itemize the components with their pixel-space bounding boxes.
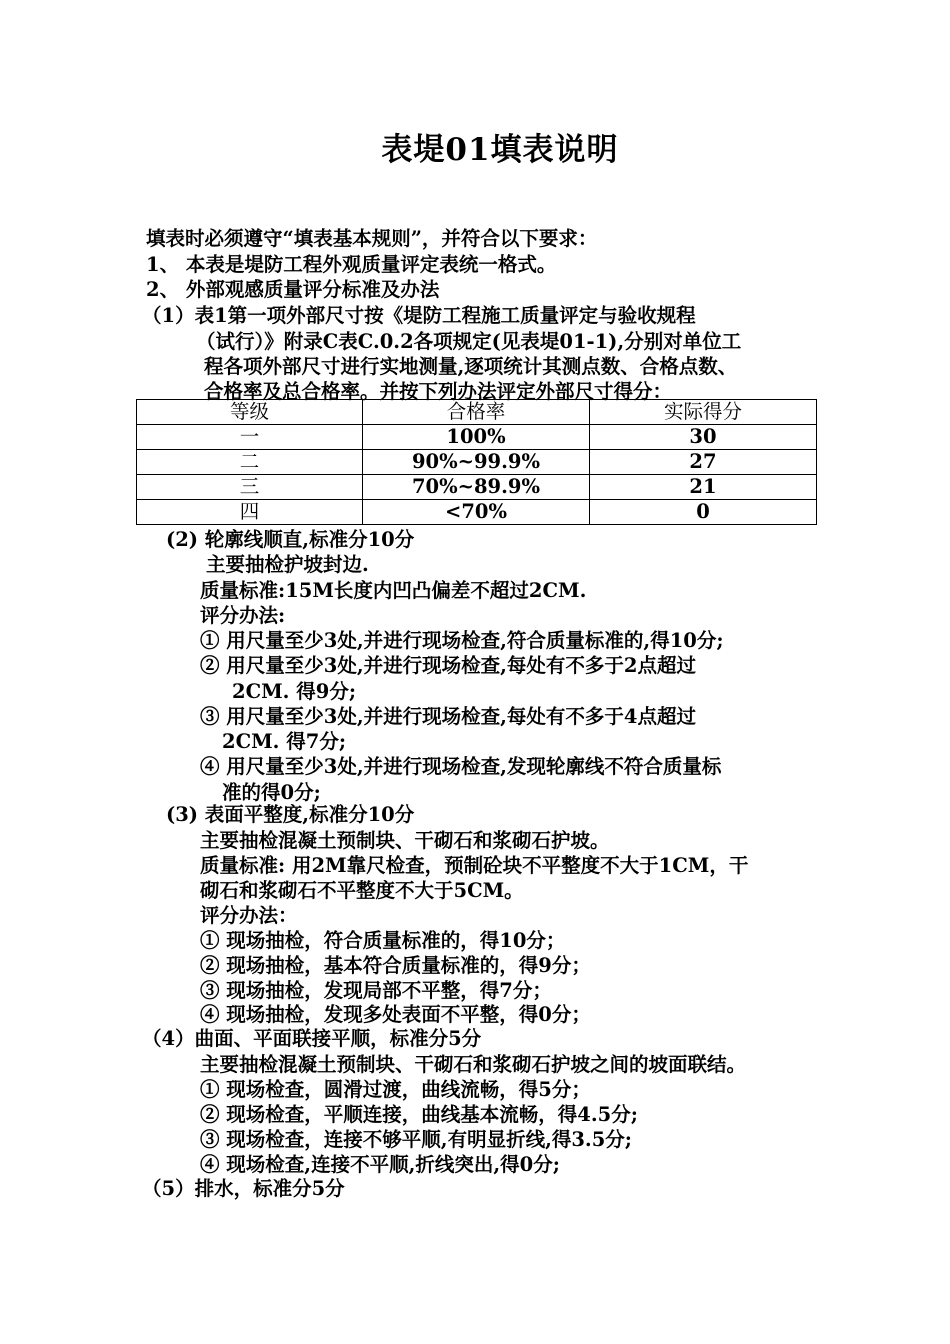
header-grade: 等级 [137, 400, 363, 425]
item-2: 2、 外部观感质量评分标准及办法 [146, 278, 440, 301]
para-1-line-1: （1）表1第一项外部尺寸按《堤防工程施工质量评定与验收规程 [142, 304, 696, 327]
para-1-line-3: 程各项外部尺寸进行实地测量,逐项统计其测点数、合格点数、 [204, 355, 738, 378]
score-cell: 27 [590, 450, 817, 475]
intro-text: 填表时必须遵守“填表基本规则”，并符合以下要求： [146, 227, 598, 250]
item-1: 1、 本表是堤防工程外观质量评定表统一格式。 [146, 253, 557, 276]
para-3-heading: (3) 表面平整度,标准分10分 [166, 803, 415, 826]
para-3-rule-3: ③ 现场抽检，发现局部不平整，得7分； [200, 979, 552, 1002]
para-1-line-4: 合格率及总合格率。并按下列办法评定外部尺寸得分： [204, 380, 673, 403]
grade-table [136, 399, 817, 525]
para-2-scope: 主要抽检护坡封边. [206, 553, 369, 576]
para-2-rule-3a: ③ 用尺量至少3处,并进行现场检查,每处有不多于4点超过 [200, 705, 697, 728]
header-score: 实际得分 [590, 400, 817, 425]
para-2-standard: 质量标准:15M长度内凹凸偏差不超过2CM. [200, 579, 587, 602]
para-2-rule-1: ① 用尺量至少3处,并进行现场检查,符合质量标准的,得10分; [200, 629, 724, 652]
score-cell: 0 [590, 500, 817, 525]
para-3-standard-b: 砌石和浆砌石不平整度不大于5CM。 [200, 879, 524, 902]
score-cell: 30 [590, 425, 817, 450]
para-4-rule-4: ④ 现场检查,连接不平顺,折线突出,得0分; [200, 1153, 560, 1176]
para-3-method: 评分办法： [200, 904, 298, 927]
grade-cell: 四 [137, 500, 363, 525]
para-3-rule-2: ② 现场抽检，基本符合质量标准的，得9分； [200, 954, 591, 977]
para-3-scope: 主要抽检混凝土预制块、干砌石和浆砌石护坡。 [200, 829, 610, 852]
grade-cell: 三 [137, 475, 363, 500]
para-3-rule-1: ① 现场抽检，符合质量标准的，得10分； [200, 929, 566, 952]
para-2-rule-2a: ② 用尺量至少3处,并进行现场检查,每处有不多于2点超过 [200, 654, 697, 677]
pass-rate-cell: 70%~89.9% [363, 475, 590, 500]
table-row [137, 500, 817, 525]
grade-cell: 二 [137, 450, 363, 475]
para-4-rule-1: ① 现场检查，圆滑过渡，曲线流畅，得5分； [200, 1078, 591, 1101]
table-row [137, 475, 817, 500]
grade-table-header-row [137, 400, 817, 425]
table-row [137, 450, 817, 475]
table-row [137, 425, 817, 450]
para-5-heading: （5）排水，标准分5分 [142, 1177, 345, 1200]
para-4-heading: （4）曲面、平面联接平顺，标准分5分 [142, 1027, 482, 1050]
para-2-rule-3b: 2CM. 得7分; [222, 730, 347, 753]
pass-rate-cell: 90%~99.9% [363, 450, 590, 475]
para-4-scope: 主要抽检混凝土预制块、干砌石和浆砌石护坡之间的坡面联结。 [200, 1053, 747, 1076]
page-title: 表堤01填表说明 [381, 132, 619, 168]
header-pass-rate: 合格率 [363, 400, 590, 425]
grade-cell: 一 [137, 425, 363, 450]
score-cell: 21 [590, 475, 817, 500]
para-3-standard-a: 质量标准: 用2M靠尺检查，预制砼块不平整度不大于1CM，干 [200, 854, 749, 877]
para-2-rule-4a: ④ 用尺量至少3处,并进行现场检查,发现轮廓线不符合质量标 [200, 755, 722, 778]
para-4-rule-3: ③ 现场检查，连接不够平顺,有明显折线,得3.5分; [200, 1128, 632, 1151]
para-4-rule-2: ② 现场检查，平顺连接，曲线基本流畅，得4.5分; [200, 1103, 638, 1126]
pass-rate-cell: <70% [363, 500, 590, 525]
para-3-rule-4: ④ 现场抽检，发现多处表面不平整，得0分； [200, 1003, 591, 1026]
para-2-rule-4b: 准的得0分; [222, 781, 321, 804]
para-2-method: 评分办法: [200, 604, 286, 627]
pass-rate-cell: 100% [363, 425, 590, 450]
para-1-line-2: （试行）》附录C表C.0.2各项规定(见表堤01-1),分别对单位工 [196, 330, 742, 353]
para-2-rule-2b: 2CM. 得9分; [232, 680, 357, 703]
para-2-heading: (2) 轮廓线顺直,标准分10分 [166, 528, 415, 551]
